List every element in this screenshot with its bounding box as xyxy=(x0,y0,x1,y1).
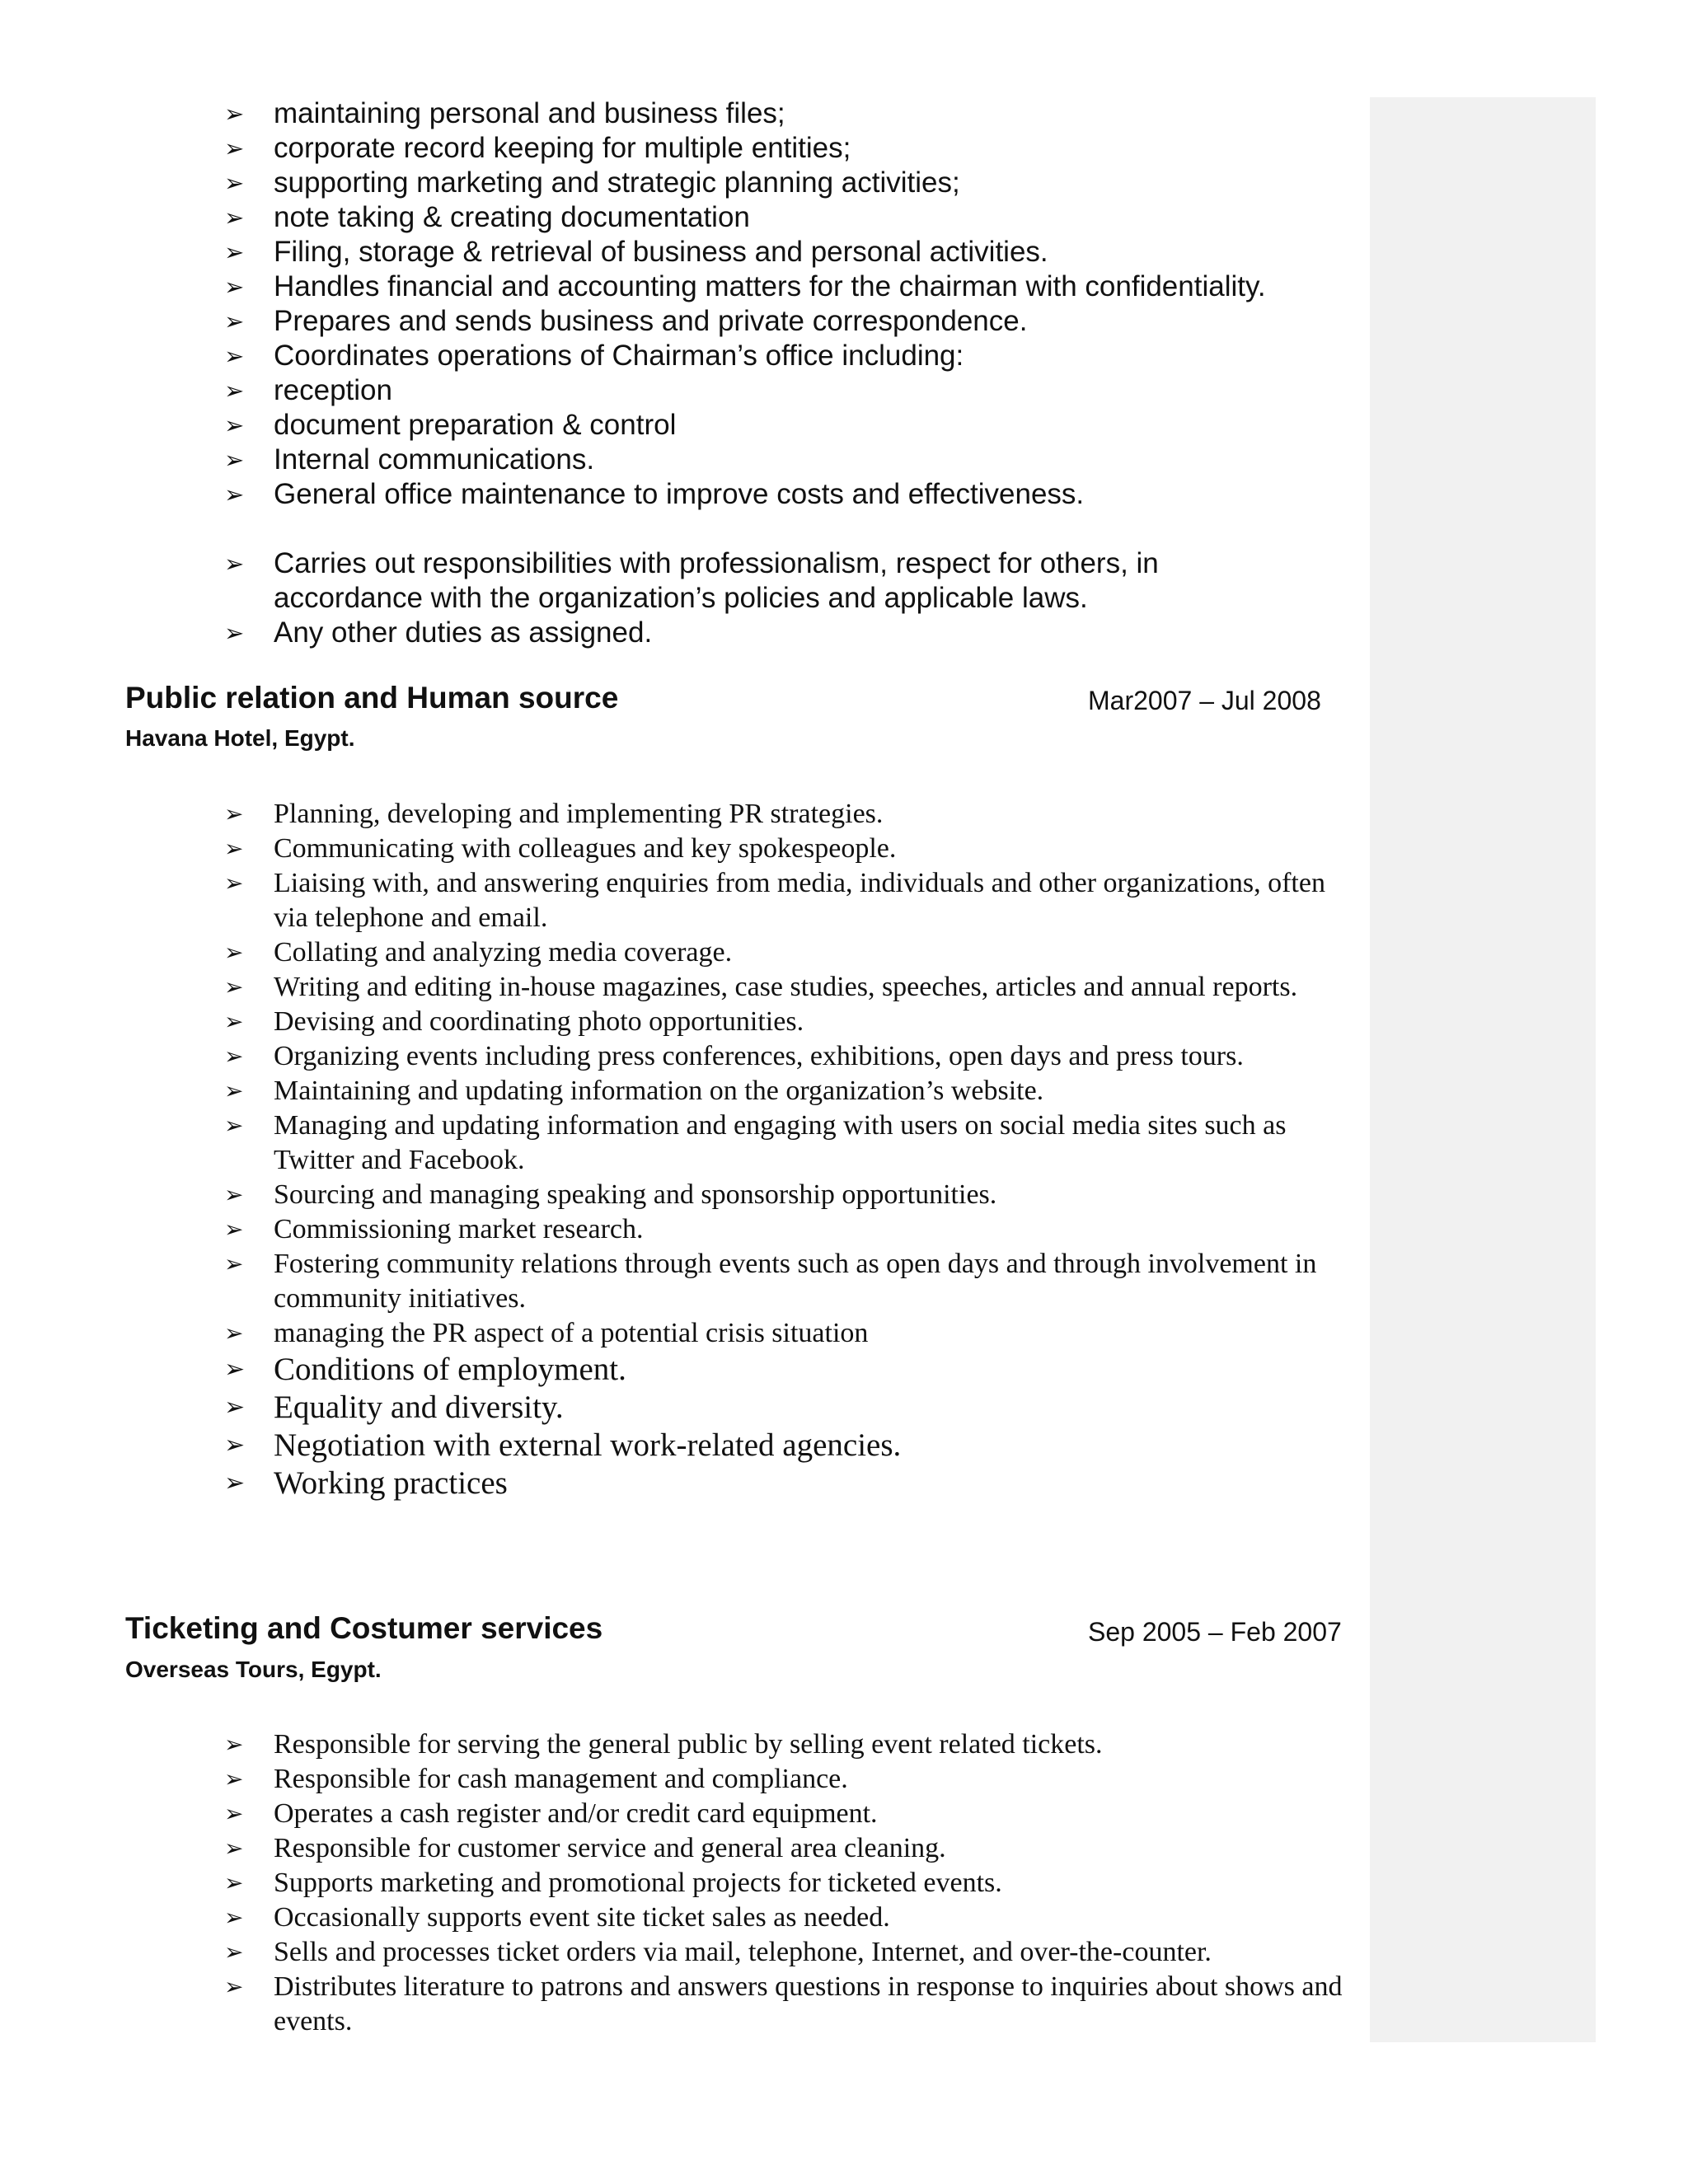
list-item: ➢ note taking & creating documentation xyxy=(224,201,750,233)
arrowhead-bullet-icon: ➢ xyxy=(224,1112,244,1139)
arrowhead-bullet-icon: ➢ xyxy=(224,100,245,128)
list-item: ➢ Responsible for serving the general public by selling event related tickets. xyxy=(224,1727,1345,1762)
arrowhead-bullet-icon: ➢ xyxy=(224,1393,246,1422)
arrowhead-bullet-icon: ➢ xyxy=(224,1216,244,1243)
list-item: ➢ Equality and diversity. xyxy=(224,1390,564,1425)
list-item: ➢ Internal communications. xyxy=(224,443,595,476)
arrowhead-bullet-icon: ➢ xyxy=(224,1765,244,1793)
arrowhead-bullet-icon: ➢ xyxy=(224,1904,244,1931)
list-item: ➢ document preparation & control xyxy=(224,409,677,441)
arrowhead-bullet-icon: ➢ xyxy=(224,1077,244,1104)
arrowhead-bullet-icon: ➢ xyxy=(224,1355,246,1384)
list-item: ➢ supporting marketing and strategic planning activities; xyxy=(224,166,960,199)
list-item: ➢ Prepares and sends business and private correspondence. xyxy=(224,305,1028,337)
job-responsibilities-list xyxy=(224,1727,1345,2039)
duties-list xyxy=(224,96,1345,650)
list-item: ➢ Coordinates operations of Chairman’s office including: xyxy=(224,340,964,372)
arrowhead-bullet-icon: ➢ xyxy=(224,939,244,966)
arrowhead-bullet-icon: ➢ xyxy=(224,377,245,405)
list-item: ➢ Handles financial and accounting matters for the chairman with confidentiality. xyxy=(224,270,1266,302)
arrowhead-bullet-icon: ➢ xyxy=(224,1731,244,1758)
list-spacer xyxy=(224,512,1345,546)
arrowhead-bullet-icon: ➢ xyxy=(224,869,244,897)
list-item: ➢ Planning, developing and implementing PR strategies. xyxy=(224,797,1345,832)
arrowhead-bullet-icon: ➢ xyxy=(224,238,245,266)
list-item: ➢ Occasionally supports event site ticket sales as needed. xyxy=(224,1900,1345,1935)
arrowhead-bullet-icon: ➢ xyxy=(224,342,245,370)
arrowhead-bullet-icon: ➢ xyxy=(224,1250,244,1277)
arrowhead-bullet-icon: ➢ xyxy=(224,1043,244,1070)
list-item: ➢ Carries out responsibilities with professionalism, respect for others, in accordance with the organization’s policies and applicable laws. xyxy=(224,547,1159,614)
list-item: ➢ Any other duties as assigned. xyxy=(224,616,653,649)
right-sidebar-panel xyxy=(1370,97,1596,2042)
list-item: ➢ Sells and processes ticket orders via mail, telephone, Internet, and over-the-counter. xyxy=(224,1935,1345,1970)
arrowhead-bullet-icon: ➢ xyxy=(224,1835,244,1862)
arrowhead-bullet-icon: ➢ xyxy=(224,550,245,578)
job-dates: Sep 2005 – Feb 2007 xyxy=(1088,1617,1342,1647)
job-title: Ticketing and Costumer services xyxy=(125,1611,603,1645)
list-item: ➢ Writing and editing in-house magazines, case studies, speeches, articles and annual reports. xyxy=(224,970,1345,1005)
arrowhead-bullet-icon: ➢ xyxy=(224,973,244,1001)
arrowhead-bullet-icon: ➢ xyxy=(224,1431,246,1460)
arrowhead-bullet-icon: ➢ xyxy=(224,1973,244,2000)
arrowhead-bullet-icon: ➢ xyxy=(224,134,245,162)
arrowhead-bullet-icon: ➢ xyxy=(224,204,245,232)
arrowhead-bullet-icon: ➢ xyxy=(224,1800,244,1827)
list-item: ➢ Managing and updating information and engaging with users on social media sites such as Twitter and Facebook. xyxy=(224,1110,1287,1175)
list-item: ➢ Commissioning market research. xyxy=(224,1212,1345,1247)
list-item: ➢ Distributes literature to patrons and answers questions in response to inquiries about shows and events. xyxy=(224,1971,1343,2036)
list-item: ➢ Responsible for customer service and general area cleaning. xyxy=(224,1831,1345,1866)
list-item: ➢ General office maintenance to improve costs and effectiveness. xyxy=(224,478,1085,510)
list-item: ➢ Working practices xyxy=(224,1465,508,1501)
arrowhead-bullet-icon: ➢ xyxy=(224,411,245,439)
list-item: ➢ Collating and analyzing media coverage. xyxy=(224,935,1345,970)
list-item: ➢ Maintaining and updating information on the organization’s website. xyxy=(224,1074,1345,1108)
arrowhead-bullet-icon: ➢ xyxy=(224,1319,244,1347)
arrowhead-bullet-icon: ➢ xyxy=(224,1008,244,1035)
arrowhead-bullet-icon: ➢ xyxy=(224,619,245,647)
arrowhead-bullet-icon: ➢ xyxy=(224,446,245,474)
list-item: ➢ managing the PR aspect of a potential crisis situation xyxy=(224,1316,1345,1351)
list-item: ➢ Organizing events including press conferences, exhibitions, open days and press tours. xyxy=(224,1039,1345,1074)
list-item: ➢ Fostering community relations through events such as open days and through involvement in community initiatives. xyxy=(224,1249,1317,1314)
list-item: ➢ Responsible for cash management and compliance. xyxy=(224,1762,1345,1797)
list-item: ➢ Operates a cash register and/or credit card equipment. xyxy=(224,1797,1345,1831)
list-item: ➢ Liaising with, and answering enquiries from media, individuals and other organizations, often via telephone and email. xyxy=(224,868,1325,933)
arrowhead-bullet-icon: ➢ xyxy=(224,1938,244,1966)
job-title: Public relation and Human source xyxy=(125,681,619,715)
arrowhead-bullet-icon: ➢ xyxy=(224,800,244,827)
arrowhead-bullet-icon: ➢ xyxy=(224,273,245,301)
arrowhead-bullet-icon: ➢ xyxy=(224,169,245,197)
arrowhead-bullet-icon: ➢ xyxy=(224,1181,244,1208)
list-item: ➢ maintaining personal and business files; xyxy=(224,97,785,129)
job-dates: Mar2007 – Jul 2008 xyxy=(1088,686,1321,715)
list-item: ➢ Communicating with colleagues and key spokespeople. xyxy=(224,832,1345,866)
arrowhead-bullet-icon: ➢ xyxy=(224,307,245,335)
arrowhead-bullet-icon: ➢ xyxy=(224,1869,244,1896)
list-item: ➢ Supports marketing and promotional projects for ticketed events. xyxy=(224,1866,1345,1900)
job-company: Havana Hotel, Egypt. xyxy=(125,725,355,751)
arrowhead-bullet-icon: ➢ xyxy=(224,1469,246,1497)
list-item: ➢ Filing, storage & retrieval of business and personal activities. xyxy=(224,236,1048,268)
list-item: ➢ reception xyxy=(224,374,392,406)
list-item: ➢ corporate record keeping for multiple entities; xyxy=(224,132,851,164)
arrowhead-bullet-icon: ➢ xyxy=(224,480,245,509)
job-responsibilities-list xyxy=(224,797,1345,1502)
list-item: ➢ Negotiation with external work-related agencies. xyxy=(224,1427,902,1463)
arrowhead-bullet-icon: ➢ xyxy=(224,835,244,862)
list-item: ➢ Devising and coordinating photo opportunities. xyxy=(224,1005,1345,1039)
list-item: ➢ Conditions of employment. xyxy=(224,1352,626,1387)
list-item: ➢ Sourcing and managing speaking and sponsorship opportunities. xyxy=(224,1178,1345,1212)
job-company: Overseas Tours, Egypt. xyxy=(125,1657,382,1682)
